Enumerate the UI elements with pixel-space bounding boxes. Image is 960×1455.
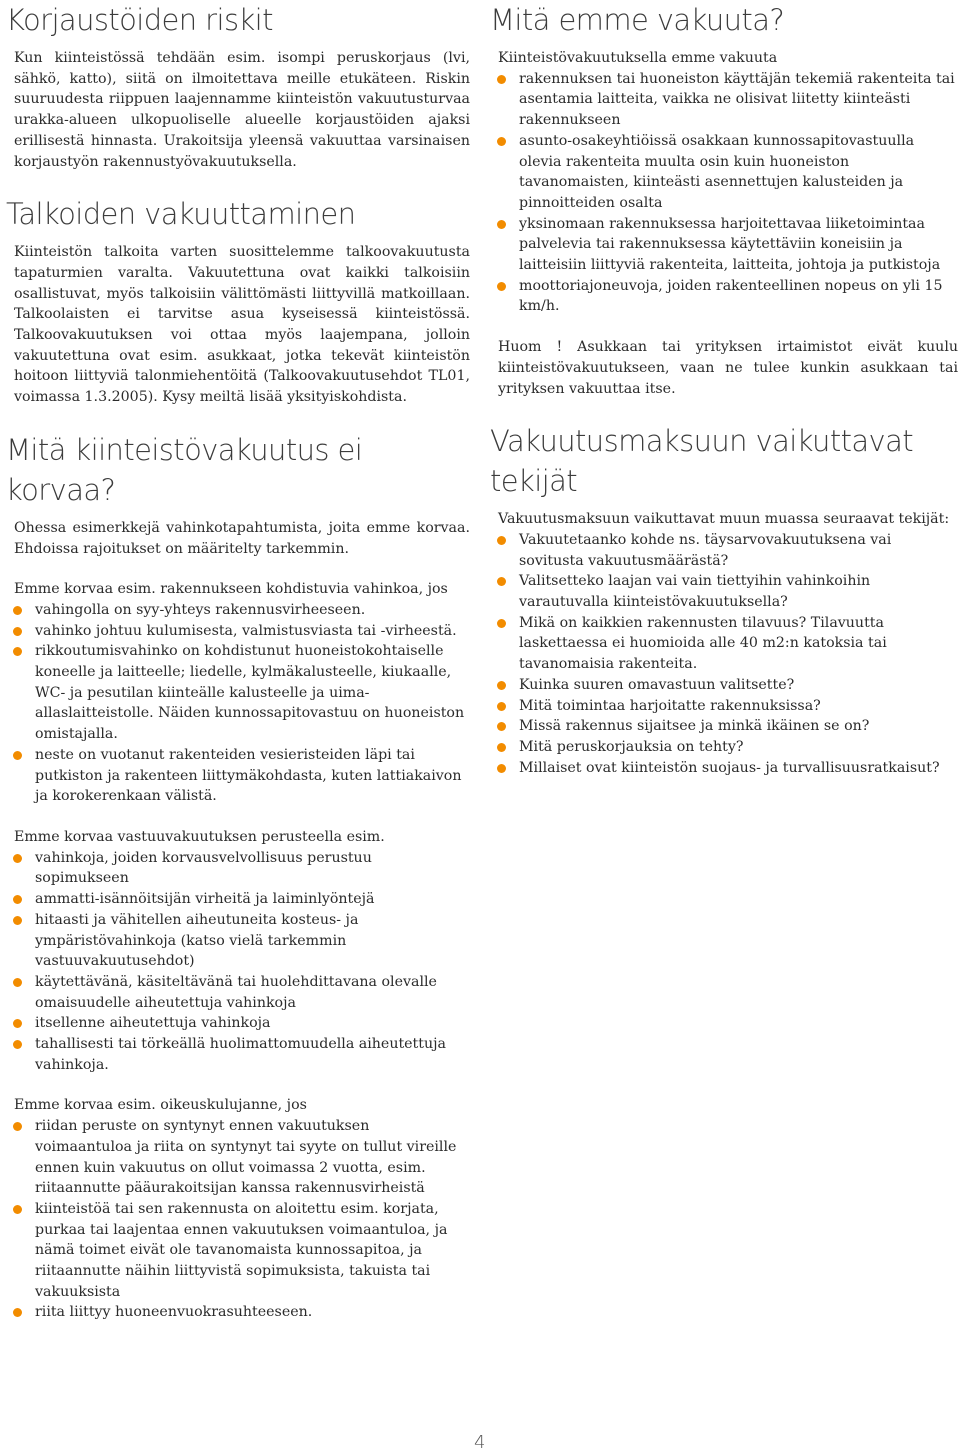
list-item-text: Millaiset ovat kiinteistön suojaus- ja turvallisuusratkaisut? — [519, 759, 940, 776]
premium-heading: Vakuutusmaksuun vaikuttavat tekijät — [490, 424, 914, 499]
list-item — [35, 1013, 470, 1034]
exclusions-group1-list — [6, 600, 470, 807]
bullet-icon — [497, 75, 506, 84]
list-item — [35, 641, 470, 745]
bullet-icon — [497, 220, 506, 229]
list-item — [35, 1199, 470, 1303]
list-item-text: rakennuksen tai huoneiston käyttäjän tekemiä rakenteita tai asentamia laitteita, vaikka ne olisivat liitetty kiinteästi rakennukseen — [519, 70, 955, 129]
list-item — [519, 69, 958, 131]
risks-section — [6, 0, 470, 172]
premium-section — [490, 421, 958, 778]
talkoot-section — [6, 194, 470, 408]
exclusions-group2-intro: Emme korvaa vastuuvakuutuksen perusteella esim. — [14, 828, 385, 845]
list-item-text: Mitä toimintaa harjoitatte rakennuksissa? — [519, 697, 821, 714]
list-item — [519, 675, 958, 696]
bullet-icon — [13, 751, 22, 760]
list-item — [519, 613, 958, 675]
exclusions-group3-list — [6, 1116, 470, 1323]
list-item-text: riidan peruste on syntynyt ennen vakuutuksen voimaantuloa ja riita on syntynyt tai syyte on tullut vireille ennen kuin vakuutus on ollut voimassa 2 vuotta, esim. riitaannutte pääurakoitsijan kanssa rakennusvirheistä — [35, 1118, 457, 1197]
risks-body: Kun kiinteistössä tehdään esim. isompi peruskorjaus (lvi, sähkö, katto), siitä on ilmoitettava meille etukäteen. Riskin suuruudesta riippuen laajennamme kiinteistön vakuutusturvaa urakka-alueen ulkopuoliselle alueelle korjaustöiden ajaksi erillisestä hinnasta. Urakoitsija yleensä vakuuttaa varsinaisen korjaustyön rakennustyövakuutuksella. — [14, 50, 470, 170]
list-item-text: moottoriajoneuvoja, joiden rakenteellinen nopeus on yli 15 km/h. — [519, 277, 943, 315]
list-item-text: vahinko johtuu kulumisesta, valmistusviasta tai -virheestä. — [35, 622, 457, 639]
list-item-text: käytettävänä, käsiteltävänä tai huolehdittavana olevalle omaisuudelle aiheutettuja vahinkoja — [35, 973, 437, 1011]
list-item — [519, 737, 958, 758]
bullet-icon — [13, 978, 22, 987]
list-item — [35, 1034, 470, 1075]
list-item-text: Valitsetteko laajan vai vain tiettyihin vahinkoihin varautuvalla kiinteistövakuutuksella? — [519, 573, 871, 611]
list-item — [519, 716, 958, 737]
bullet-icon — [497, 577, 506, 586]
coverage-list — [490, 69, 958, 317]
bullet-icon — [13, 606, 22, 615]
bullet-icon — [13, 895, 22, 904]
coverage-heading: Mitä emme vakuuta? — [490, 3, 785, 37]
list-item-text: vahinkoja, joiden korvausvelvollisuus perustuu sopimukseen — [35, 849, 372, 887]
bullet-icon — [13, 1019, 22, 1028]
list-item-text: Mitä peruskorjauksia on tehty? — [519, 738, 744, 755]
list-item-text: yksinomaan rakennuksessa harjoitettavaa liiketoimintaa palvelevia tai rakennuksessa käytettäviin koneisiin ja laitteisiin liittyviä rakenteita, laitteita, johtoja ja putkistoja — [519, 215, 941, 274]
bullet-icon — [13, 854, 22, 863]
bullet-icon — [497, 702, 506, 711]
bullet-icon — [13, 1040, 22, 1049]
exclusions-intro: Ohessa esimerkkejä vahinkotapahtumista, joita emme korvaa. Ehdoissa rajoitukset on määritelty tarkemmin. — [14, 519, 470, 557]
bullet-icon — [497, 681, 506, 690]
list-item-text: itsellenne aiheutettuja vahinkoja — [35, 1015, 271, 1032]
coverage-section — [490, 0, 958, 399]
exclusions-section — [6, 430, 470, 1323]
bullet-icon — [497, 619, 506, 628]
list-item-text: hitaasti ja vähitellen aiheutuneita kosteus- ja ympäristövahinkoja (katso vielä tarkemmin vastuuvakuutusehdot) — [35, 911, 359, 970]
list-item — [35, 621, 470, 642]
list-item — [35, 600, 470, 621]
risks-heading: Korjaustöiden riskit — [6, 3, 273, 37]
talkoot-body: Kiinteistön talkoita varten suosittelemme talkoovakuutusta tapaturmien varalta. Vakuutettuna ovat kaikki talkoisiin osallistuvat, myös talkoisiin välittömästi liittyvillä matkoillaan. Talkoolaisten ei tarvitse asua kyseisessä kiinteistössä. Talkoovakuutuksen voi ottaa myös laajempana, jolloin vakuutettuna ovat esim. asukkaat, jotka tekevät kiinteistön hoitoon liittyviä talonmiehentöitä (Talkoovakuutusehdot TL01, voimassa 1.3.2005). Kysy meiltä lisää yksityiskohdista. — [14, 244, 470, 406]
list-item — [519, 696, 958, 717]
list-item — [519, 571, 958, 612]
bullet-icon — [497, 137, 506, 146]
exclusions-group3-intro: Emme korvaa esim. oikeuskulujanne, jos — [14, 1097, 307, 1114]
list-item — [519, 276, 958, 317]
list-item-text: neste on vuotanut rakenteiden vesieristeiden läpi tai putkiston ja rakenteen liittymäkohdasta, kuten lattiakaivon ja korokerenkaan välistä. — [35, 746, 462, 805]
bullet-icon — [13, 647, 22, 656]
list-item-text: kiinteistöä tai sen rakennusta on aloitettu esim. korjata, purkaa tai laajentaa ennen vakuutuksen voimaantuloa, ja nämä toimet eivät ole tavanomaista kunnossapitoa, ja riitaannutte näihin liittyvistä sopimuksista, takuista tai vakuuksista — [35, 1200, 448, 1300]
list-item-text: asunto-osakeyhtiöissä osakkaan kunnossapitovastuulla olevia rakenteita muulta osin kuin huoneiston tavanomaisten, kiinteästi asennettujen kalusteiden ja pinnoitteiden osalta — [519, 132, 915, 211]
exclusions-heading: Mitä kiinteistövakuutus ei korvaa? — [6, 432, 363, 507]
right-column — [490, 0, 958, 778]
list-item-text: Mikä on kaikkien rakennusten tilavuus? Tilavuutta laskettaessa ei huomioida alle 40 m2:n katoksia tai tavanomaisia rakenteita. — [519, 614, 887, 673]
exclusions-group2-list — [6, 848, 470, 1076]
list-item — [35, 1302, 470, 1323]
bullet-icon — [497, 764, 506, 773]
list-item-text: Vakuutetaanko kohde ns. täysarvovakuutuksena vai sovitusta vakuutusmäärästä? — [519, 531, 892, 569]
bullet-icon — [497, 282, 506, 291]
bullet-icon — [13, 627, 22, 636]
bullet-icon — [13, 1122, 22, 1131]
list-item-text: Kuinka suuren omavastuun valitsette? — [519, 676, 795, 693]
talkoot-heading: Talkoiden vakuuttaminen — [6, 197, 356, 232]
list-item — [519, 530, 958, 571]
bullet-icon — [497, 743, 506, 752]
bullet-icon — [13, 1205, 22, 1214]
list-item-text: Missä rakennus sijaitsee ja minkä ikäinen se on? — [519, 718, 870, 735]
exclusions-group1-intro: Emme korvaa esim. rakennukseen kohdistuvia vahinkoa, jos — [14, 581, 448, 598]
list-item — [35, 745, 470, 807]
bullet-icon — [13, 916, 22, 925]
bullet-icon — [13, 1308, 22, 1317]
bullet-icon — [497, 722, 506, 731]
premium-list — [490, 530, 958, 778]
coverage-intro: Kiinteistövakuutuksella emme vakuuta — [498, 50, 778, 66]
list-item — [35, 848, 470, 889]
list-item — [35, 889, 470, 910]
list-item — [519, 214, 958, 276]
list-item — [519, 758, 958, 779]
list-item-text: tahallisesti tai törkeällä huolimattomuudella aiheutettuja vahinkoja. — [35, 1036, 446, 1073]
list-item — [35, 972, 470, 1013]
premium-intro: Vakuutusmaksuun vaikuttavat muun muassa seuraavat tekijät: — [498, 511, 950, 528]
bullet-icon — [497, 536, 506, 545]
list-item-text: riita liittyy huoneenvuokrasuhteeseen. — [35, 1304, 313, 1321]
page-number: 4 — [474, 1432, 486, 1453]
coverage-note: Huom ! Asukkaan tai yrityksen irtaimistot eivät kuulu kiinteistövakuutukseen, vaan ne tulee kunkin asukkaan tai yrityksen vakuuttaa itse. — [498, 339, 958, 397]
list-item — [35, 910, 470, 972]
list-item-text: vahingolla on syy-yhteys rakennusvirheeseen. — [35, 601, 366, 618]
list-item-text: ammatti-isännöitsijän virheitä ja laiminlyöntejä — [35, 891, 375, 908]
list-item-text: rikkoutumisvahinko on kohdistunut huoneistokohtaiselle koneelle ja laitteelle; liedelle, kylmäkalusteelle, kiukaalle, WC- ja pesutilan kiinteälle kalusteelle ja uima-allaslaitteistolle. Näiden kunnossapitovastuu on huoneiston omistajalla. — [35, 643, 465, 743]
list-item — [519, 131, 958, 214]
list-item — [35, 1116, 470, 1199]
left-column — [6, 0, 470, 1323]
